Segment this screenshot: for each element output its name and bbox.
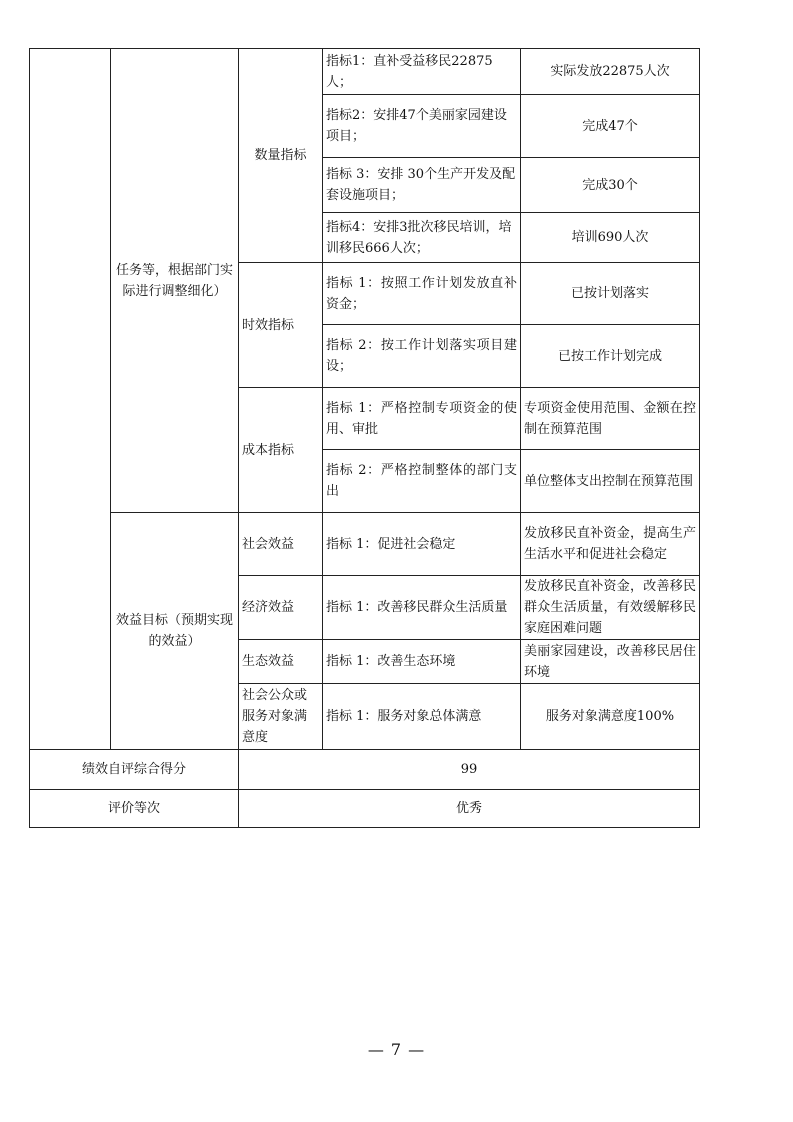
- table-row: [30, 790, 700, 828]
- actual-value-cell: 完成30个: [521, 158, 700, 213]
- indicator-cell: 指标1：直补受益移民22875人；: [323, 49, 521, 95]
- quantity-indicator-label: 数量指标: [239, 49, 323, 263]
- actual-value-cell: 发放移民直补资金，提高生产生活水平和促进社会稳定: [521, 513, 700, 576]
- indicator-cell: 指标 1：按照工作计划发放直补资金；: [323, 263, 521, 325]
- benefit-category-cell: 社会公众或服务对象满意度: [239, 684, 323, 750]
- indicator-cell: 指标 1：改善生态环境: [323, 640, 521, 684]
- first-column-blank-cell: [30, 49, 111, 750]
- actual-value-cell: 实际发放22875人次: [521, 49, 700, 95]
- table-row: [30, 49, 700, 95]
- indicator-cell: 指标 1：严格控制专项资金的使用、审批: [323, 388, 521, 450]
- indicator-cell: 指标 1：服务对象总体满意: [323, 684, 521, 750]
- indicator-cell: 指标 3：安排 30个生产开发及配套设施项目；: [323, 158, 521, 213]
- indicator-cell: 指标4：安排3批次移民培训，培训移民666人次；: [323, 213, 521, 263]
- indicator-cell: 指标2：安排47个美丽家园建设项目；: [323, 95, 521, 158]
- actual-value-cell: 已按计划落实: [521, 263, 700, 325]
- benefit-category-cell: 经济效益: [239, 576, 323, 640]
- grade-label: 评价等次: [30, 790, 239, 828]
- timeliness-indicator-label: 时效指标: [239, 263, 323, 388]
- benefit-category-cell: 生态效益: [239, 640, 323, 684]
- cost-indicator-label: 成本指标: [239, 388, 323, 513]
- actual-value-cell: 专项资金使用范围、金额在控制在预算范围: [521, 388, 700, 450]
- task-note-cell: 任务等，根据部门实际进行调整细化）: [111, 49, 239, 513]
- table-row: [30, 750, 700, 790]
- score-value: 99: [239, 750, 700, 790]
- indicator-cell: 指标 1：促进社会稳定: [323, 513, 521, 576]
- performance-table: [29, 48, 700, 828]
- actual-value-cell: 服务对象满意度100%: [521, 684, 700, 750]
- actual-value-cell: 发放移民直补资金，改善移民群众生活质量，有效缓解移民家庭困难问题: [521, 576, 700, 640]
- benefit-target-label: 效益目标（预期实现的效益）: [111, 513, 239, 750]
- indicator-cell: 指标 2：严格控制整体的部门支出: [323, 450, 521, 513]
- actual-value-cell: 培训690人次: [521, 213, 700, 263]
- score-label: 绩效自评综合得分: [30, 750, 239, 790]
- grade-value: 优秀: [239, 790, 700, 828]
- actual-value-cell: 完成47个: [521, 95, 700, 158]
- actual-value-cell: 美丽家园建设，改善移民居住环境: [521, 640, 700, 684]
- actual-value-cell: 已按工作计划完成: [521, 325, 700, 388]
- benefit-category-cell: 社会效益: [239, 513, 323, 576]
- indicator-cell: 指标 2：按工作计划落实项目建设；: [323, 325, 521, 388]
- page-number: — 7 —: [367, 1040, 426, 1059]
- actual-value-cell: 单位整体支出控制在预算范围: [521, 450, 700, 513]
- indicator-cell: 指标 1：改善移民群众生活质量: [323, 576, 521, 640]
- table-row: [30, 513, 700, 576]
